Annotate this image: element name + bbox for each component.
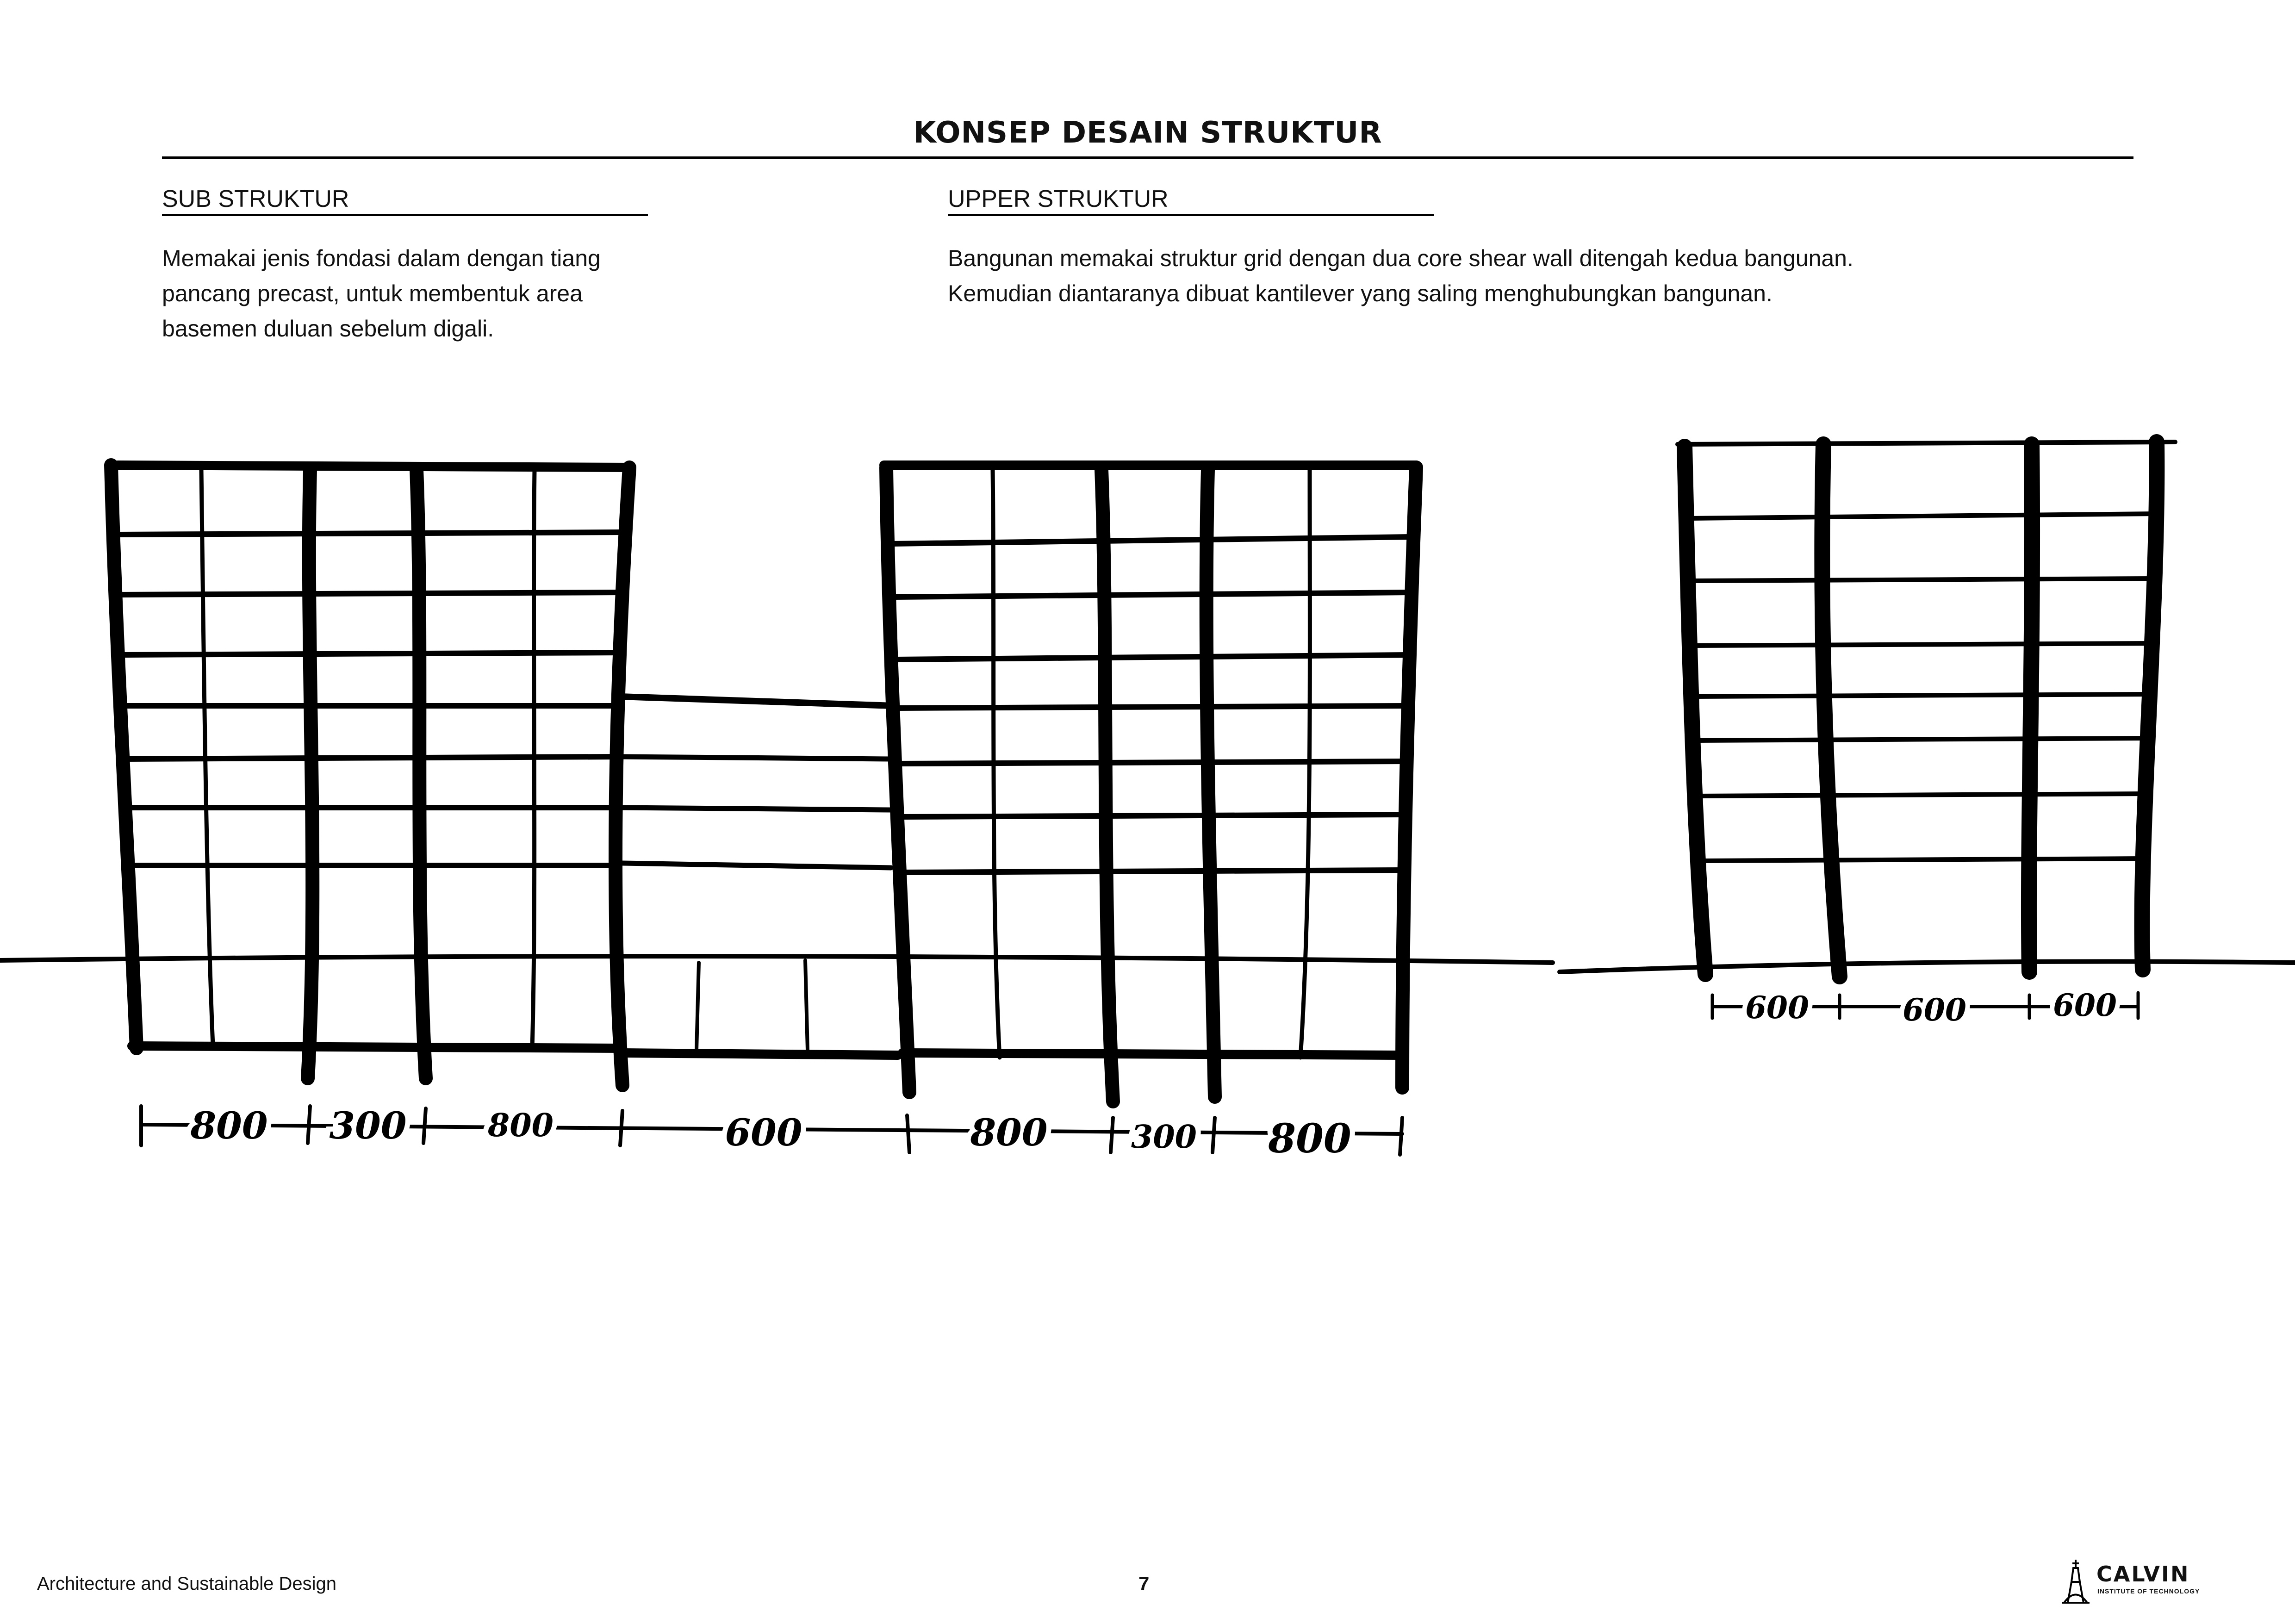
sub-struktur-heading: SUB STRUKTUR — [162, 186, 349, 212]
page-number: 7 — [1138, 1573, 1150, 1594]
sub-struktur-line: pancang precast, untuk membentuk area — [162, 280, 583, 306]
front-dim-label: 800 — [488, 1107, 554, 1144]
front-dim-label: 800 — [970, 1111, 1048, 1154]
side-dim-label: 600 — [1745, 989, 1809, 1026]
middle-cantilever — [620, 697, 898, 1055]
side-dim-label: 600 — [2053, 987, 2117, 1023]
front-dim-label: 300 — [329, 1104, 407, 1147]
front-dim-label: 300 — [1131, 1119, 1197, 1156]
side-elevation — [1678, 442, 2175, 977]
right-tower — [884, 465, 1416, 1101]
side-dim-label: 600 — [1903, 992, 1966, 1028]
upper-struktur-line: Kemudian diantaranya dibuat kantilever yang saling menghubungkan bangunan. — [948, 280, 1773, 306]
ground-line-front — [0, 956, 1553, 963]
left-tower — [111, 465, 632, 1085]
front-dim-label: 600 — [725, 1111, 802, 1154]
upper-struktur-heading: UPPER STRUKTUR — [948, 186, 1169, 212]
upper-struktur-line: Bangunan memakai struktur grid dengan dua core shear wall ditengah kedua bangunan. — [948, 245, 1853, 271]
front-dim-label: 800 — [1268, 1115, 1351, 1162]
ground-line-side — [1560, 962, 2295, 972]
sub-struktur-line: basemen duluan sebelum digali. — [162, 316, 494, 342]
tower-icon — [2059, 1559, 2092, 1605]
calvin-logo — [2059, 1559, 2226, 1605]
front-dim-label: 800 — [190, 1104, 268, 1147]
sub-struktur-line: Memakai jenis fondasi dalam dengan tiang — [162, 245, 601, 271]
footer-course-name: Architecture and Sustainable Design — [37, 1574, 337, 1594]
logo-subtitle: INSTITUTE OF TECHNOLOGY — [2097, 1587, 2200, 1595]
page-title: KONSEP DESAIN STRUKTUR — [913, 116, 1382, 150]
logo-name: CALVIN — [2096, 1562, 2190, 1587]
